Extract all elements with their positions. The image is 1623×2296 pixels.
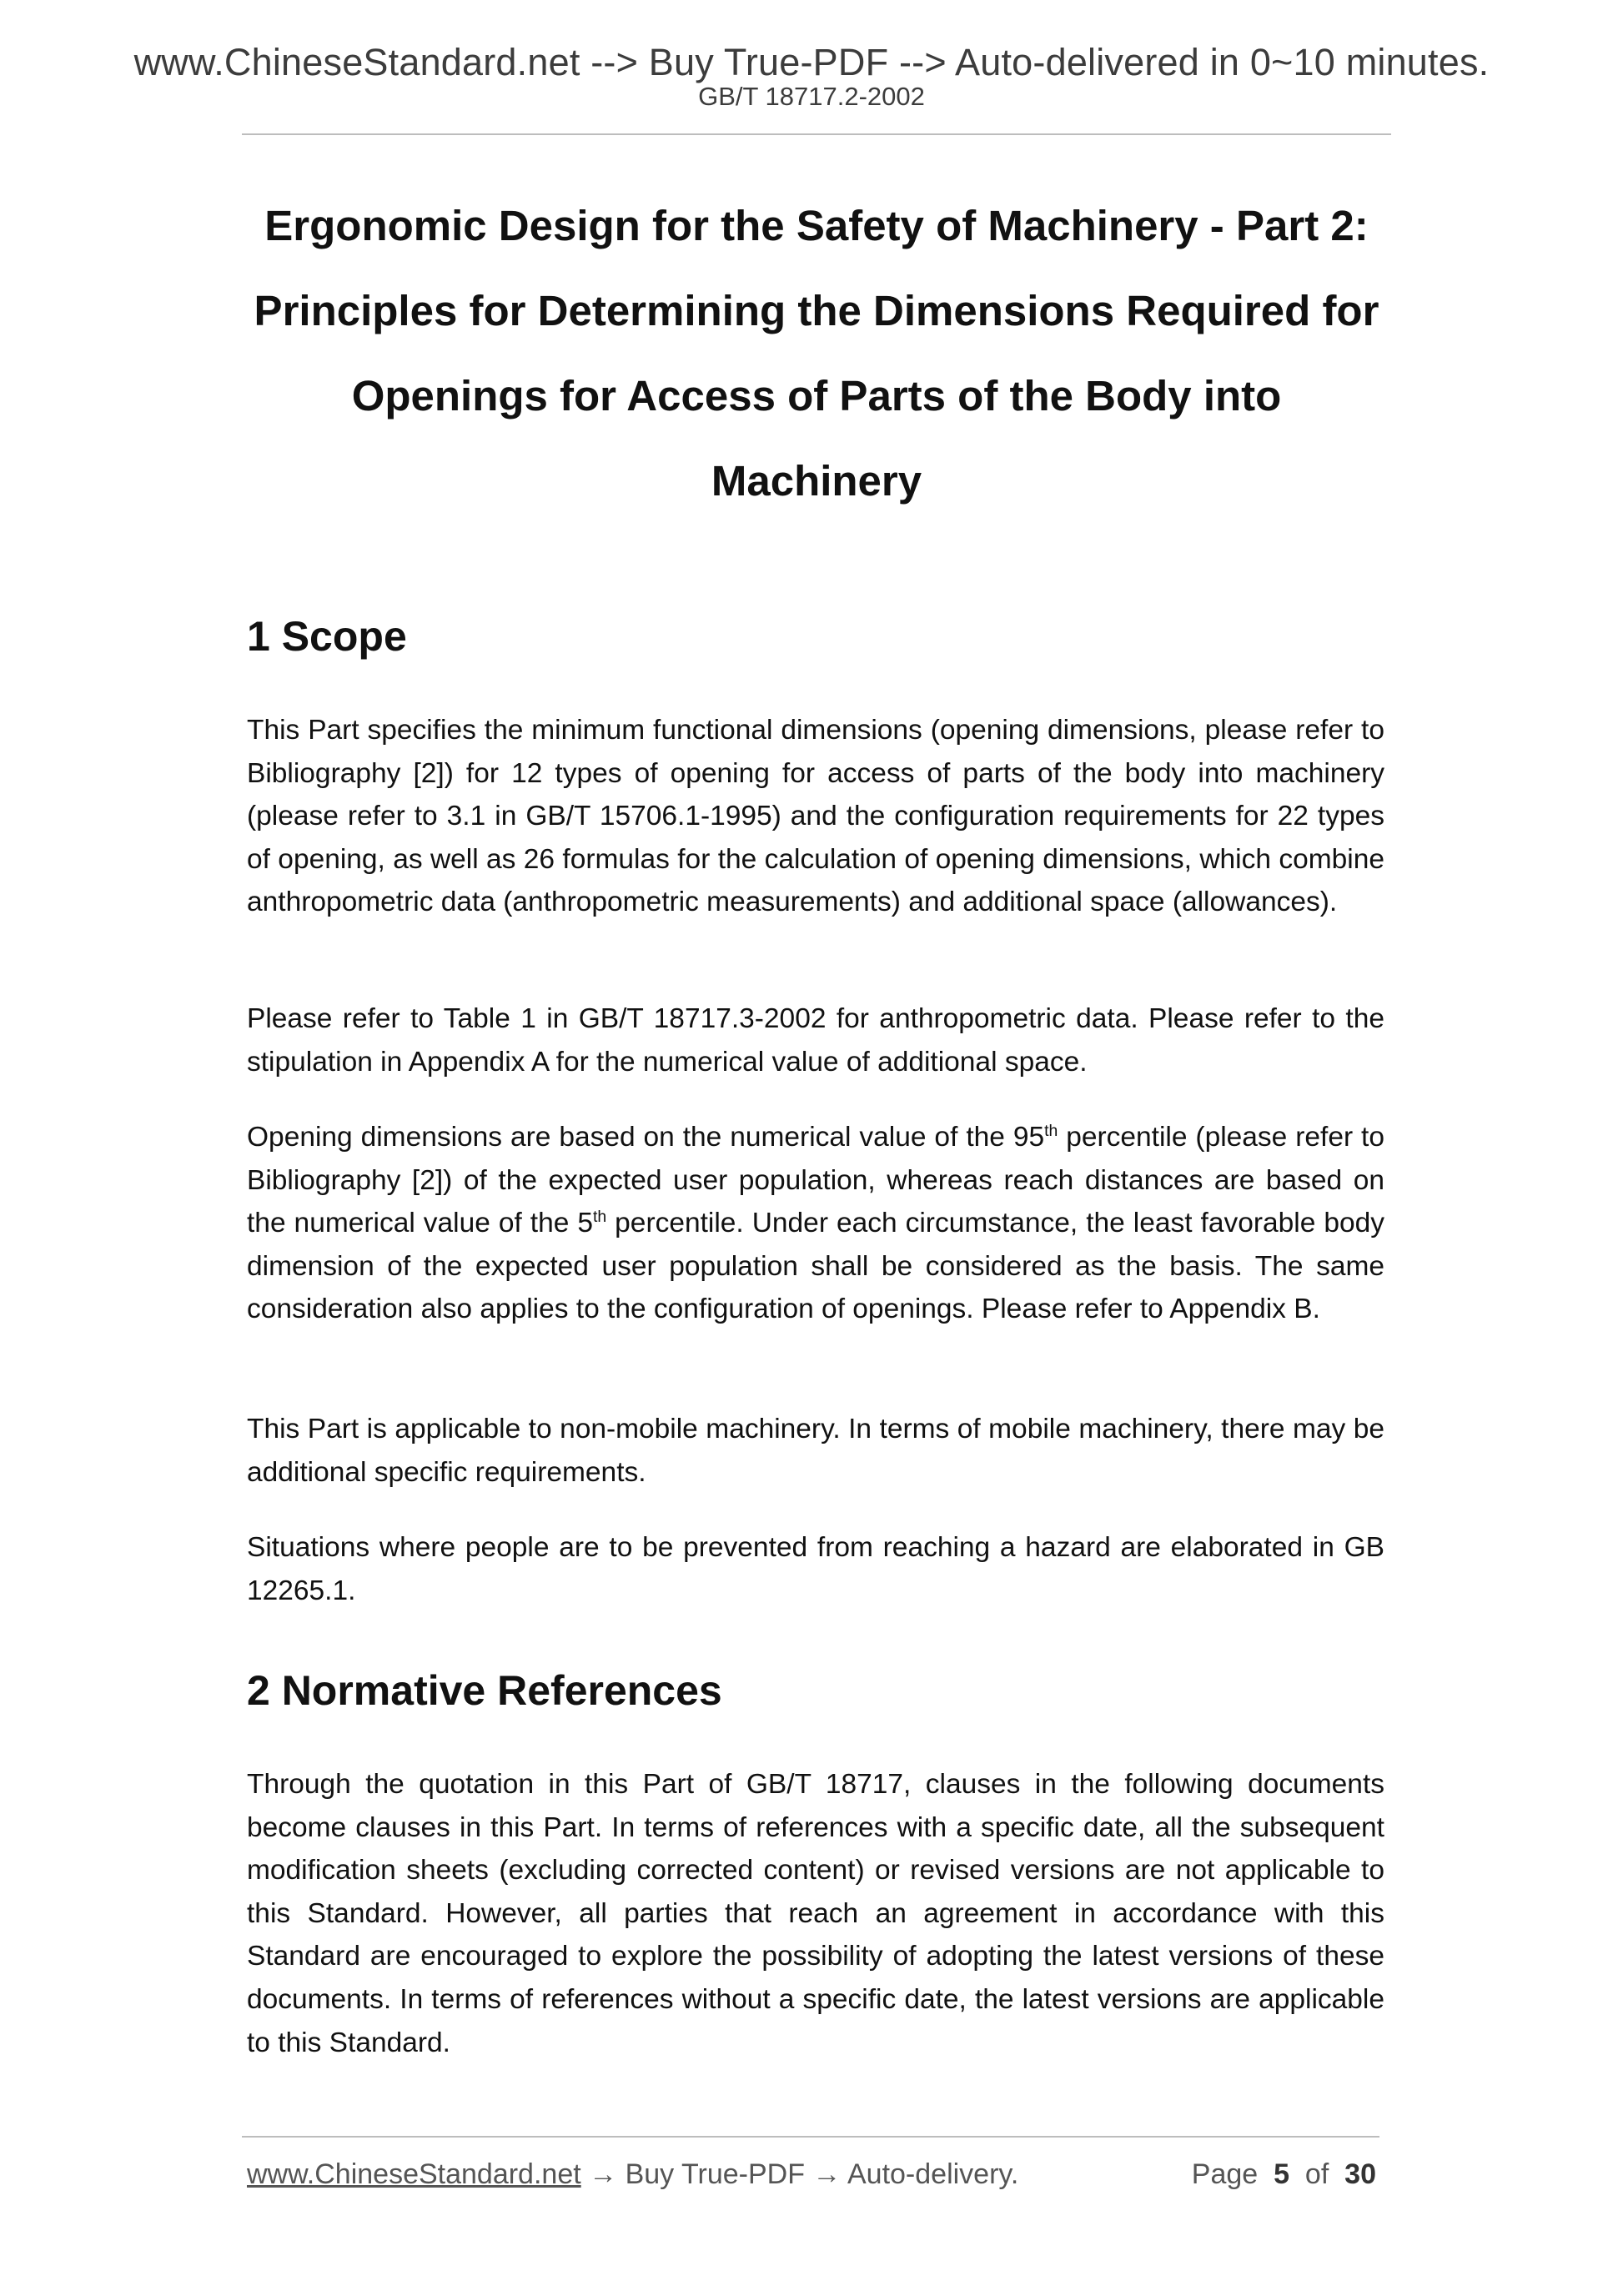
page-indicator: [1192, 2153, 1376, 2195]
scope-paragraph-3-part2: percentile (please refer to Bibliography [2]) of the expected user population, whereas reach distances are based on the numerical value of the 5: [247, 1122, 1384, 1239]
ordinal-suffix-th: th: [1044, 1121, 1058, 1140]
standard-code: GB/T 18717.2-2002: [698, 82, 925, 111]
scope-paragraph-1: This Part specifies the minimum functional dimensions (opening dimensions, please refer to Bibliography [2]) for 12 types of opening for access of parts of the body into machinery (please refer to 3.1 in GB/T 15706.1-1995) and the configuration requirements for 22 types of opening, as well as 26 formulas for the calculation of opening dimensions, which combine anthropometric data (anthropometric measurements) and additional space (allowances).: [247, 715, 1384, 918]
section-heading-normative-references: 2 Normative References: [247, 1667, 722, 1714]
scope-paragraph-4: This Part is applicable to non-mobile machinery. In terms of mobile machinery, there may be additional specific requirements.: [247, 1414, 1384, 1488]
footer-divider: [242, 2136, 1379, 2138]
scope-paragraph-3: [247, 1116, 1384, 1331]
footer-link[interactable]: www.ChineseStandard.net: [247, 2158, 581, 2190]
header-divider: [242, 133, 1391, 135]
total-pages: 30: [1344, 2158, 1376, 2190]
header-banner: [0, 43, 1623, 81]
ordinal-suffix-th: th: [592, 1208, 607, 1227]
banner-link[interactable]: www.ChineseStandard.net: [133, 41, 580, 83]
section-heading-scope: 1 Scope: [247, 613, 407, 660]
footer-promo: [247, 2153, 1018, 2195]
scope-paragraph-2: Please refer to Table 1 in GB/T 18717.3-2002 for anthropometric data. Please refer to the stipulation in Appendix A for the numerical value of additional space.: [247, 1003, 1384, 1078]
of-label: of: [1304, 2158, 1329, 2190]
scope-paragraph-3-part3: percentile. Under each circumstance, the least favorable body dimension of the expected user population shall be considered as the basis. The same consideration also applies to the configuration of openings. Please refer to Appendix B.: [247, 1208, 1384, 1325]
scope-paragraph-5: Situations where people are to be prevented from reaching a hazard are elaborated in GB 12265.1.: [247, 1532, 1384, 1606]
document-title: Ergonomic Design for the Safety of Machinery - Part 2: Principles for Determining the Dimensions Required for Openings for Access of Parts of the Body into Machinery: [254, 202, 1379, 505]
banner-text: --> Buy True-PDF --> Auto-delivered in 0~10 minutes.: [580, 41, 1490, 83]
page-number: 5: [1274, 2158, 1289, 2190]
scope-paragraph-3-part1: Opening dimensions are based on the numerical value of the 95: [247, 1122, 1045, 1153]
normative-references-paragraph: Through the quotation in this Part of GB/T 18717, clauses in the following documents become clauses in this Part. In terms of references with a specific date, all the subsequent modification sheets (excluding corrected content) or revised versions are not applicable to this Standard. However, all parties that reach an agreement in accordance with this Standard are encouraged to explore the possibility of adopting the latest versions of these documents. In terms of references without a specific date, the latest versions are applicable to this Standard.: [247, 1769, 1384, 2058]
page-footer: [247, 2153, 1376, 2195]
page-label: Page: [1191, 2158, 1259, 2190]
footer-promo-text: → Buy True-PDF → Auto-delivery.: [580, 2158, 1019, 2190]
